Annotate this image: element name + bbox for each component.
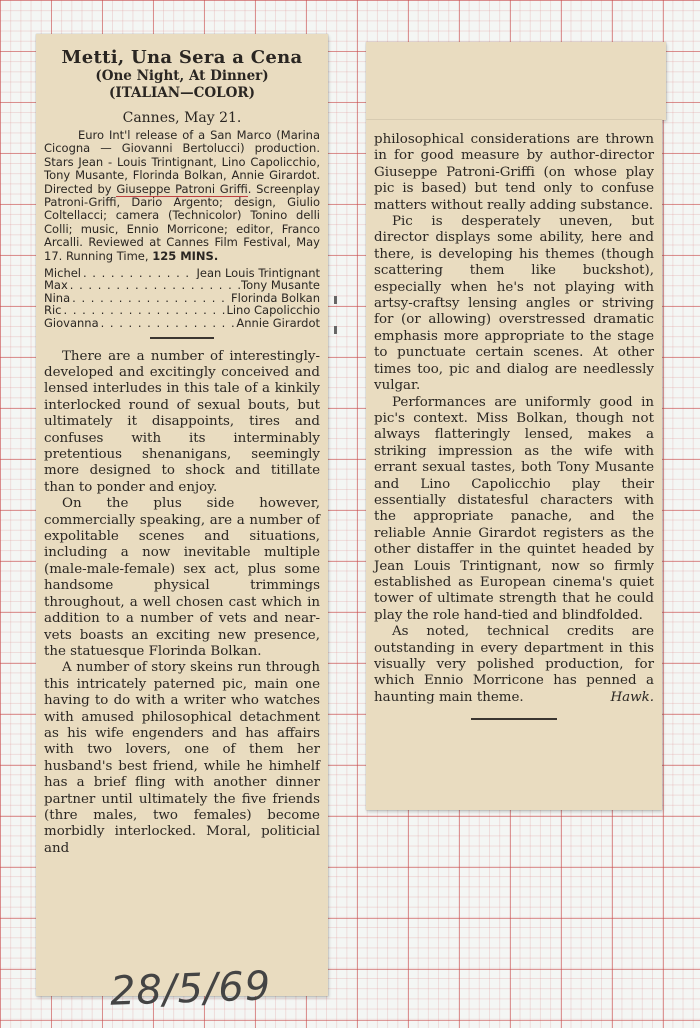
end-divider	[471, 718, 557, 720]
left-column	[44, 34, 320, 857]
paper-mark	[334, 296, 337, 304]
cast-list	[44, 267, 320, 329]
cast-row	[44, 317, 320, 329]
review-final-paragraph	[374, 624, 654, 706]
review-paragraph: A number of story skeins run through this intricately paterned pic, main one having to do with a writer who watches with amused philosophical detachment as his wife engenders and has affairs with two lovers, one of them her husband's best friend, while he himhelf has a brief fling with another dinner partner until ultimately the five friends (thre males, two females) become morbidly interlocked. Moral, politicial and	[44, 660, 320, 856]
right-column	[374, 132, 654, 720]
handwritten-date: 28/5/69	[109, 963, 272, 1015]
review-paragraph: Performances are uniformly good in pic's context. Miss Bolkan, though not always flatteringly lensed, makes a striking impression as the wife with errant sexual tastes, both Tony Musante and Lino Capolicchio play their essentially distatesful characters with the appropriate panache, and the reliable Annie Girardot registers as the other distaffer in the quintet headed by Jean Louis Trintignant, now so firmly established as European cinema's quiet tower of ultimate strength that he could play the role hand-tied and blindfolded.	[374, 394, 654, 623]
leader-dots	[81, 267, 196, 279]
review-subtitle-format: (ITALIAN—COLOR)	[109, 85, 255, 101]
review-paragraph: Pic is desperately uneven, but director displays some ability, here and there, is developing his themes (though scattering them like buckshot), especially when he's not playing with artsy-craftsy lensing angles or striving for (or allowing) overstressed dramatic emphasis more appropriate to the stage to punctuate certain scenes. At other times too, pic and dialog are needlessly vulgar.	[374, 214, 654, 394]
credits-block	[44, 129, 320, 263]
leader-dots	[70, 292, 231, 304]
clipping-right-blank	[366, 42, 666, 120]
cast-role: Ric	[44, 304, 62, 317]
cast-actor: Lino Capolicchio	[226, 304, 320, 317]
leader-dots	[99, 317, 237, 329]
review-paragraph: There are a number of interestingly-developed and excitingly conceived and lensed interludes in this tale of a kinkily interlocked round of sexual bouts, but ultimately it disappoints, tires and confuses with its interminably pretentious shenanigans, seemingly more designed to shock and titillate than to ponder and enjoy.	[44, 348, 320, 495]
cast-role: Michel	[44, 267, 81, 280]
cast-actor: Jean Louis Trintignant	[196, 267, 320, 280]
review-paragraph: On the plus side however, commercially speaking, are a number of expolitable scenes and situations, including a now inevitable multiple (male-male-female) sex act, plus some handsome physical trimmings throughout, a well chosen cast which in addition to a number of vets and near-vets boasts an exciting new presence, the statuesque Florinda Bolkan.	[44, 496, 320, 659]
cast-row	[44, 279, 320, 291]
cast-actor: Annie Girardot	[236, 316, 320, 330]
cast-row	[44, 304, 320, 316]
review-subtitle-english: (One Night, At Dinner)	[95, 68, 269, 84]
dateline: Cannes, May 21.	[122, 110, 242, 126]
paper-mark	[334, 326, 337, 334]
leader-dots	[62, 304, 227, 316]
review-paragraph: philosophical considerations are thrown in for good measure by author-director Giuseppe Patroni-Griffi (on whose play pic is based) but tend only to confuse matters without really adding substance.	[374, 132, 654, 213]
cast-row	[44, 267, 320, 279]
credits-text-2: . Screenplay Patroni-Griffi, Dario Argento; design, Giulio Coltellacci; camera (Technicolor) Tonino delli Colli; music, Ennio Morricone; editor, Franco Arcalli. Reviewed at Cannes Film Festival, May 17. Running Time,	[44, 181, 320, 263]
director-name: Giuseppe Patroni Griffi	[116, 181, 248, 196]
cast-row	[44, 292, 320, 304]
cast-role: Giovanna	[44, 316, 99, 330]
cast-actor: Tony Musante	[241, 279, 320, 292]
leader-dots	[68, 279, 241, 291]
clipping-left	[36, 34, 328, 1015]
cast-actor: Florinda Bolkan	[231, 291, 320, 305]
clipping-right	[366, 120, 662, 810]
running-time: 125 MINS.	[152, 248, 219, 263]
review-title: Metti, Una Sera a Cena	[61, 47, 303, 68]
cast-role: Max	[44, 279, 68, 292]
section-divider	[150, 337, 214, 339]
final-paragraph-text: As noted, technical credits are outstanding in every department in this visually very polished production, for which Ennio Morricone has penned a haunting main theme.	[374, 624, 654, 705]
credits-text: Euro Int'l release of a San Marco (Marina Cicogna — Giovanni Bertolucci) production. Stars Jean - Louis Trintignant, Lino Capolicchio, Tony Musante, Florinda Bolkan, Annie Girardot. Directed by	[44, 128, 320, 196]
reviewer-signature: Hawk.	[610, 689, 654, 705]
cast-role: Nina	[44, 291, 71, 305]
